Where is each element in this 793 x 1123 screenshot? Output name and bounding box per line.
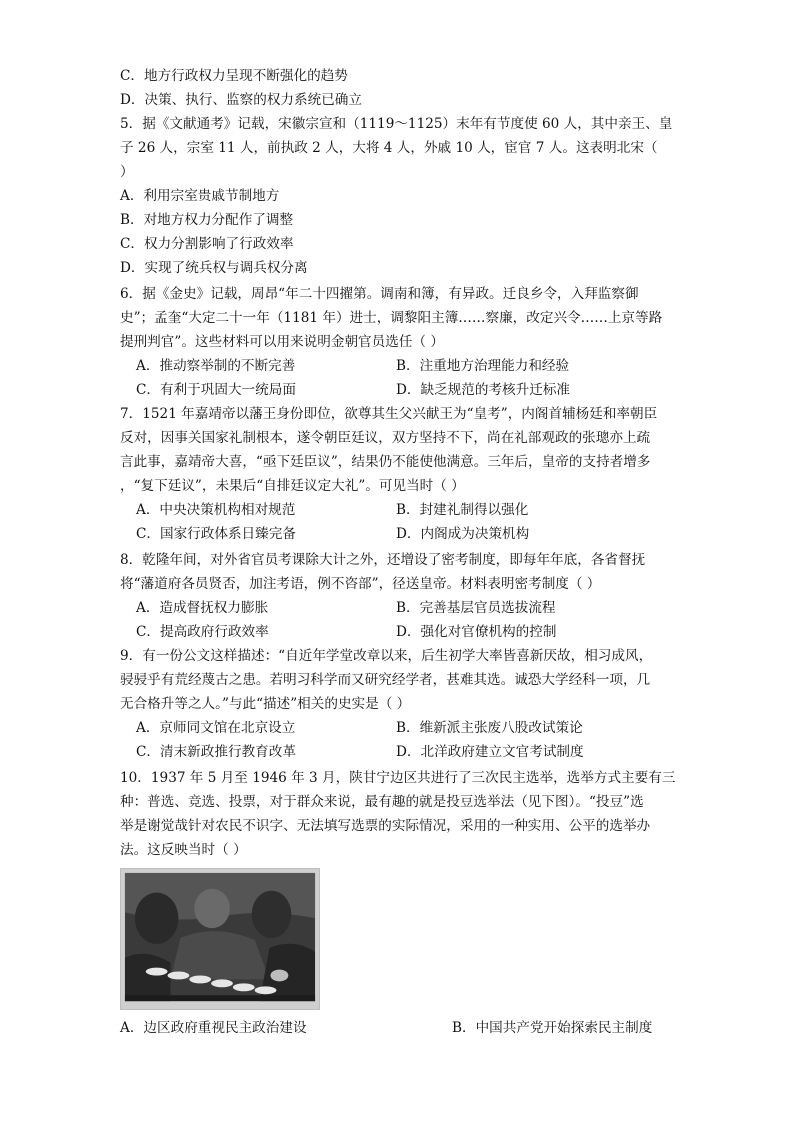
q7-stem-line-2: 反对，因事关国家礼制根本，遂令朝臣廷议，双方坚持不下，尚在礼部观政的张璁亦上疏 xyxy=(120,430,651,446)
q7-stem-line-3: 言此事，嘉靖帝大喜，“亟下廷臣议”，结果仍不能使他满意。三年后，皇帝的支持者增多 xyxy=(120,454,651,470)
q10-stem-line-4: 法。这反映当时（ ） xyxy=(120,842,247,858)
q5-option-d: D．实现了统兵权与调兵权分离 xyxy=(120,260,308,276)
q9-option-a: A．京师同文馆在北京设立 xyxy=(136,720,296,736)
q6-option-a: A．推动察举制的不断完善 xyxy=(136,358,296,374)
q6-stem-line-1: 6．据《金史》记载，周昂“年二十四擢第。调南和簿，有异政。迁良乡令，入拜监察御 xyxy=(120,286,639,302)
q8-stem-line-1: 8．乾隆年间，对外省官员考课除大计之外，还增设了密考制度，即每年年底，各省督抚 xyxy=(120,552,646,568)
q8-option-a: A．造成督抚权力膨胀 xyxy=(136,600,269,616)
q10-stem-line-3: 举是谢觉哉针对农民不识字、无法填写选票的实际情况，采用的一种实用、公平的选举办 xyxy=(120,818,651,834)
q7-option-b: B．封建礼制得以强化 xyxy=(396,502,529,518)
q5-stem-line-1: 5．据《文献通考》记载，宋徽宗宣和（1119～1125）末年有节度使 60 人，其中亲王、皇 xyxy=(120,116,673,132)
q10-stem-line-1: 10．1937 年 5 月至 1946 年 3 月，陕甘宁边区共进行了三次民主选举，选举方式主要有三 xyxy=(120,770,676,786)
q7-option-c: C．国家行政体系日臻完备 xyxy=(136,526,296,542)
q9-stem-line-3: 无合格升等之人。”与此“描述”相关的史实是（ ） xyxy=(120,696,411,712)
q7-stem-line-1: 7．1521 年嘉靖帝以藩王身份即位，欲尊其生父兴献王为“皇考”，内阁首辅杨廷和率朝臣 xyxy=(120,406,658,422)
q6-stem-line-3: 提刑判官”。这些材料可以用来说明金朝官员选任（ ） xyxy=(120,334,444,350)
q6-option-b: B．注重地方治理能力和经验 xyxy=(396,358,570,374)
q6-option-d: D．缺乏规范的考核升迁标准 xyxy=(396,382,571,398)
q10-stem-line-2: 种：普选、竞选、投票，对于群众来说，最有趣的就是投豆选举法（见下图）。“投豆”选 xyxy=(120,794,644,810)
q5-stem-line-2: 子 26 人，宗室 11 人，前执政 2 人，大将 4 人，外戚 10 人，宦官 7 人。这表明北宋（ xyxy=(120,140,658,156)
q10-option-b: B．中国共产党开始探索民主制度 xyxy=(452,1020,653,1036)
bean-voting-illustration xyxy=(121,869,319,1009)
q9-stem-line-1: 9．有一份公文这样描述：“自近年学堂改章以来，后生初学大率皆喜新厌故，相习成风， xyxy=(120,648,653,664)
q8-option-d: D．强化对官僚机构的控制 xyxy=(396,624,557,640)
q9-option-b: B．维新派主张废八股改试策论 xyxy=(396,720,583,736)
q5-option-b: B．对地方权力分配作了调整 xyxy=(120,212,294,228)
q9-option-c: C．清末新政推行教育改革 xyxy=(136,744,296,760)
q6-stem-line-2: 史”；孟奎“大定二十一年（1181 年）进士，调黎阳主簿……察廉，改定兴令……上京等路 xyxy=(120,310,663,326)
q10-option-a: A．边区政府重视民主政治建设 xyxy=(120,1020,307,1036)
q7-option-a: A．中央决策机构相对规范 xyxy=(136,502,296,518)
q9-stem-line-2: 骎骎乎有荒经蔑古之患。若明习科学而又研究经学者，甚难其选。诚恐大学经科一项，几 xyxy=(120,672,651,688)
prev-option-c: C．地方行政权力呈现不断强化的趋势 xyxy=(120,68,348,84)
q6-option-c: C．有利于巩固大一统局面 xyxy=(136,382,296,398)
q7-stem-line-4: ，“复下廷议”，未果后“自排廷议定大礼”。可见当时（ ） xyxy=(120,478,465,494)
q5-stem-line-3: ） xyxy=(120,164,134,180)
q8-option-b: B．完善基层官员选拔流程 xyxy=(396,600,556,616)
q8-stem-line-2: 将“藩道府各员贤否，加注考语，例不咨部”，径送皇帝。材料表明密考制度（ ） xyxy=(120,576,601,592)
q5-option-c: C．权力分割影响了行政效率 xyxy=(120,236,294,252)
q5-option-a: A．利用宗室贵戚节制地方 xyxy=(120,188,280,204)
q7-option-d: D．内阁成为决策机构 xyxy=(396,526,530,542)
q8-option-c: C．提高政府行政效率 xyxy=(136,624,269,640)
bean-voting-photo xyxy=(120,868,320,1010)
prev-option-d: D．决策、执行、监察的权力系统已确立 xyxy=(120,92,362,108)
q9-option-d: D．北洋政府建立文官考试制度 xyxy=(396,744,584,760)
